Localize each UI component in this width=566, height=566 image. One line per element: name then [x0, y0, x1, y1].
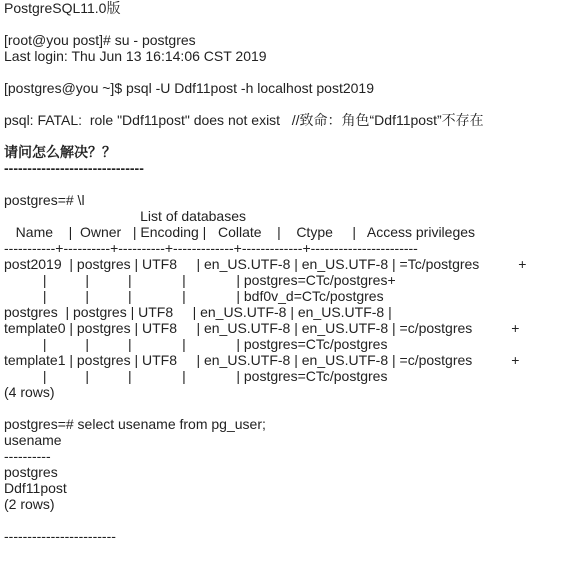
db-table-row: | | | | | postgres=CTc/postgres+ [4, 272, 396, 288]
user-query-header: usename [4, 432, 62, 448]
user-query-command: postgres=# select usename from pg_user; [4, 416, 266, 432]
blank-line [4, 512, 562, 528]
question-line: 请问怎么解决？？ [4, 144, 116, 160]
db-table-row: postgres | postgres | UTF8 | en_US.UTF-8 | en_US.UTF-8 | [4, 304, 392, 320]
list-command-line: postgres=# \l [4, 192, 85, 208]
last-login-line: Last login: Thu Jun 13 16:14:06 CST 2019 [4, 48, 267, 64]
psql-command-line: [postgres@you ~]$ psql -U Ddf11post -h localhost post2019 [4, 80, 374, 96]
blank-line [4, 16, 562, 32]
post-title: PostgreSQL11.0版 [4, 0, 121, 16]
db-table-footer: (4 rows) [4, 384, 55, 400]
su-command-line: [root@you post]# su - postgres [4, 32, 196, 48]
blank-line [4, 96, 562, 112]
separator-rule: ------------------------------ [4, 160, 144, 176]
db-table-row: | | | | | postgres=CTc/postgres [4, 336, 388, 352]
db-table-row: | | | | | bdf0v_d=CTc/postgres [4, 288, 384, 304]
user-query-row: Ddf11post [4, 480, 67, 496]
blank-line [4, 128, 562, 144]
db-table-row: post2019 | postgres | UTF8 | en_US.UTF-8 | en_US.UTF-8 | =Tc/postgres + [4, 256, 527, 272]
db-table-separator: -----------+----------+----------+-------------+-------------+----------------------- [4, 240, 418, 256]
post-content [4, 0, 562, 544]
user-query-row: postgres [4, 464, 58, 480]
db-table-caption: List of databases [4, 208, 246, 224]
psql-error-line: psql: FATAL: role "Ddf11post" does not exist //致命：角色“Ddf11post”不存在 [4, 112, 484, 128]
db-table-row: template1 | postgres | UTF8 | en_US.UTF-8 | en_US.UTF-8 | =c/postgres + [4, 352, 520, 368]
user-query-separator: ---------- [4, 448, 51, 464]
blank-line [4, 64, 562, 80]
end-rule: ------------------------ [4, 528, 116, 544]
user-query-footer: (2 rows) [4, 496, 55, 512]
db-table-row: template0 | postgres | UTF8 | en_US.UTF-8 | en_US.UTF-8 | =c/postgres + [4, 320, 520, 336]
db-table-header: Name | Owner | Encoding | Collate | Ctype | Access privileges [4, 224, 476, 240]
blank-line [4, 176, 562, 192]
blank-line [4, 400, 562, 416]
db-table-row: | | | | | postgres=CTc/postgres [4, 368, 388, 384]
